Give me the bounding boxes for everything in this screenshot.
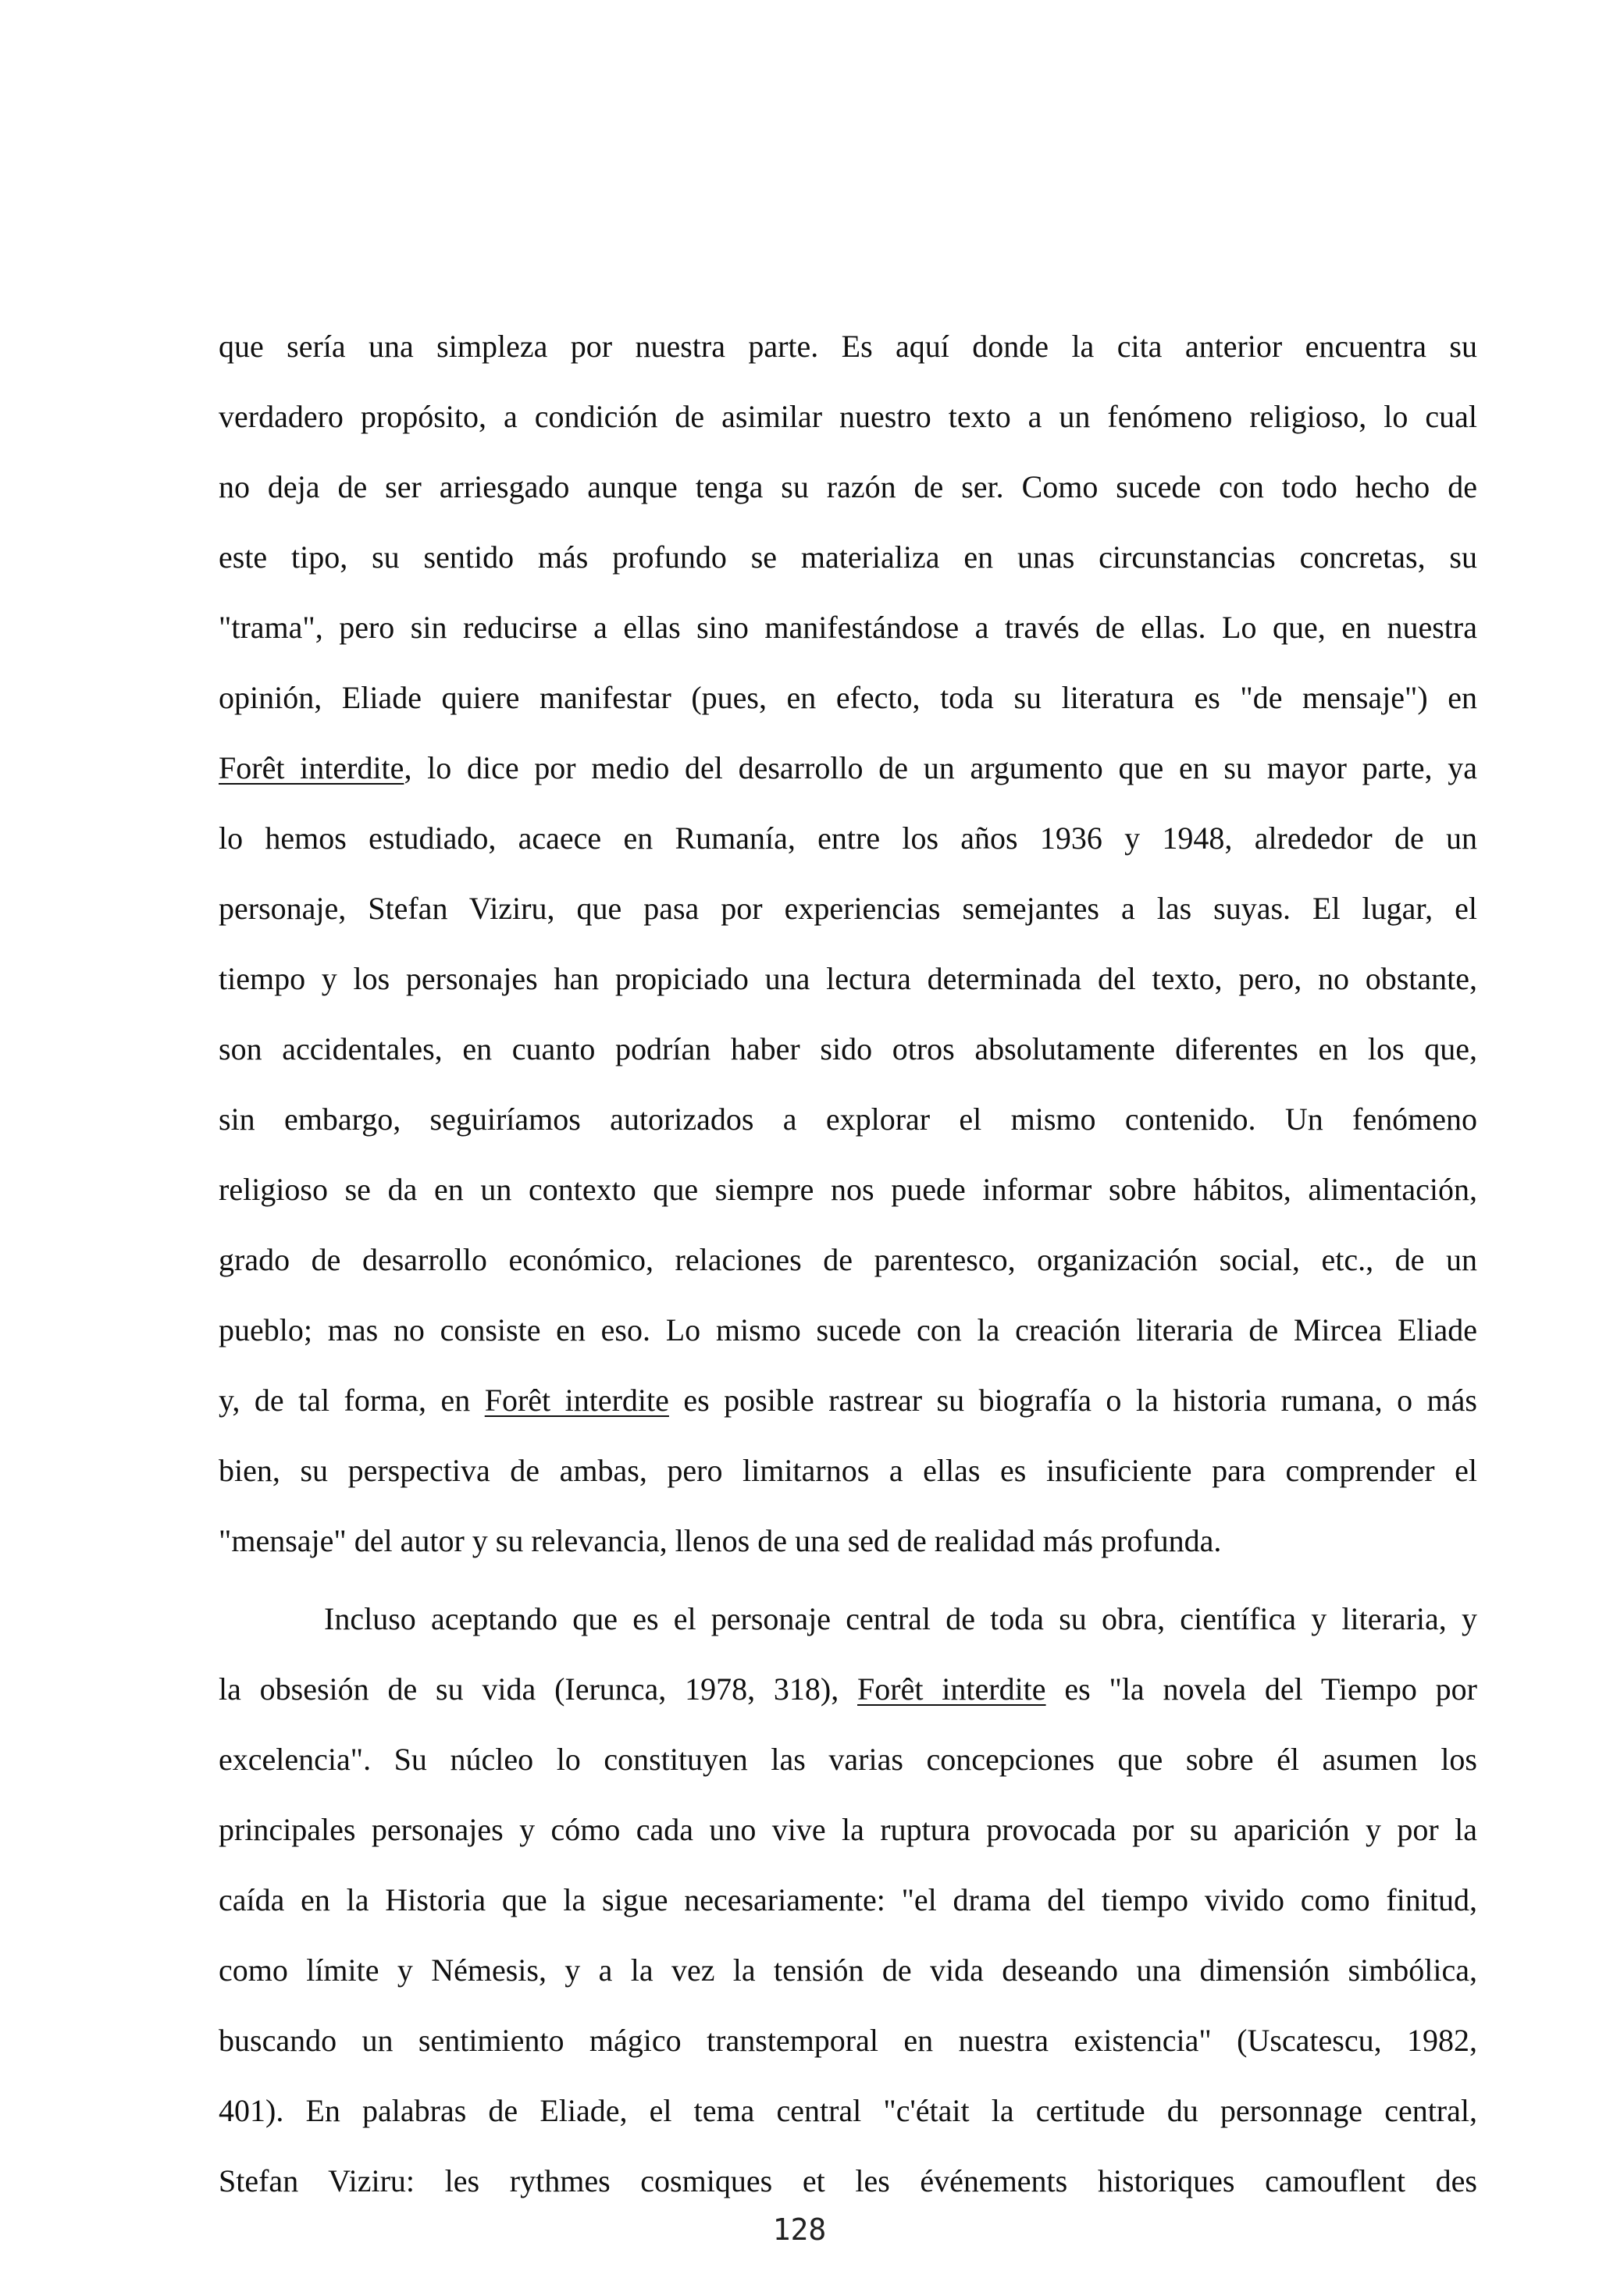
text-line: 401). En palabras de Eliade, el tema central "c'était la certitude du personnage central, bbox=[219, 2093, 1477, 2128]
text-line: excelencia". Su núcleo lo constituyen las varias concepciones que sobre él asumen los bbox=[219, 1742, 1477, 1777]
text-span: la obsesión de su vida (Ierunca, 1978, 318), bbox=[219, 1671, 858, 1707]
text-span: y, de tal forma, en bbox=[219, 1383, 485, 1418]
text-line: como límite y Némesis, y a la vez la tensión de vida deseando una dimensión simbólica, bbox=[219, 1952, 1477, 1988]
text-line: buscando un sentimiento mágico transtemporal en nuestra existencia" (Uscatescu, 1982, bbox=[219, 2023, 1477, 2058]
text-line: son accidentales, en cuanto podrían haber sido otros absolutamente diferentes en los que, bbox=[219, 1031, 1477, 1066]
text-line: opinión, Eliade quiere manifestar (pues, en efecto, toda su literatura es "de mensaje") en bbox=[219, 680, 1477, 715]
text-line: principales personajes y cómo cada uno vive la ruptura provocada por su aparición y por la bbox=[219, 1812, 1477, 1847]
text-line: grado de desarrollo económico, relaciones de parentesco, organización social, etc., de un bbox=[219, 1242, 1477, 1277]
page-number: 128 bbox=[772, 2212, 827, 2247]
text-line: pueblo; mas no consiste en eso. Lo mismo sucede con la creación literaria de Mircea Eliade bbox=[219, 1312, 1477, 1347]
book-title: Forêt interdite bbox=[219, 750, 404, 785]
text-line bbox=[219, 1666, 1477, 1713]
text-line: caída en la Historia que la sigue necesariamente: "el drama del tiempo vivido como finitud, bbox=[219, 1882, 1477, 1917]
text-line: sin embargo, seguiríamos autorizados a explorar el mismo contenido. Un fenómeno bbox=[219, 1102, 1477, 1137]
text-span: es "la novela del Tiempo por bbox=[1045, 1671, 1477, 1707]
text-line: verdadero propósito, a condición de asimilar nuestro texto a un fenómeno religioso, lo cual bbox=[219, 399, 1477, 434]
book-title: Forêt interdite bbox=[484, 1383, 669, 1418]
text-line: tiempo y los personajes han propiciado una lectura determinada del texto, pero, no obstante, bbox=[219, 961, 1477, 996]
text-line: que sería una simpleza por nuestra parte. Es aquí donde la cita anterior encuentra su bbox=[219, 329, 1477, 364]
text-line: no deja de ser arriesgado aunque tenga su razón de ser. Como sucede con todo hecho de bbox=[219, 469, 1477, 504]
text-line bbox=[219, 1377, 1477, 1424]
text-span: , lo dice por medio del desarrollo de un argumento que en su mayor parte, ya bbox=[404, 750, 1478, 785]
text-line: este tipo, su sentido más profundo se materializa en unas circunstancias concretas, su bbox=[219, 539, 1477, 575]
text-line bbox=[219, 745, 1477, 792]
text-line: personaje, Stefan Viziru, que pasa por experiencias semejantes a las suyas. El lugar, el bbox=[219, 891, 1477, 926]
text-line: "trama", pero sin reducirse a ellas sino manifestándose a través de ellas. Lo que, en nuestra bbox=[219, 610, 1477, 645]
book-title: Forêt interdite bbox=[857, 1671, 1046, 1707]
text-line: lo hemos estudiado, acaece en Rumanía, entre los años 1936 y 1948, alrededor de un bbox=[219, 821, 1477, 856]
text-line: "mensaje" del autor y su relevancia, llenos de una sed de realidad más profunda. bbox=[219, 1523, 1222, 1558]
text-line: religioso se da en un contexto que siempre nos puede informar sobre hábitos, alimentación, bbox=[219, 1172, 1477, 1207]
text-line: Incluso aceptando que es el personaje central de toda su obra, científica y literaria, y bbox=[324, 1601, 1477, 1636]
text-span: es posible rastrear su biografía o la historia rumana, o más bbox=[668, 1383, 1477, 1418]
text-line: Stefan Viziru: les rythmes cosmiques et les événements historiques camouflent des bbox=[219, 2163, 1477, 2198]
text-line: bien, su perspectiva de ambas, pero limitarnos a ellas es insuficiente para comprender el bbox=[219, 1453, 1477, 1488]
